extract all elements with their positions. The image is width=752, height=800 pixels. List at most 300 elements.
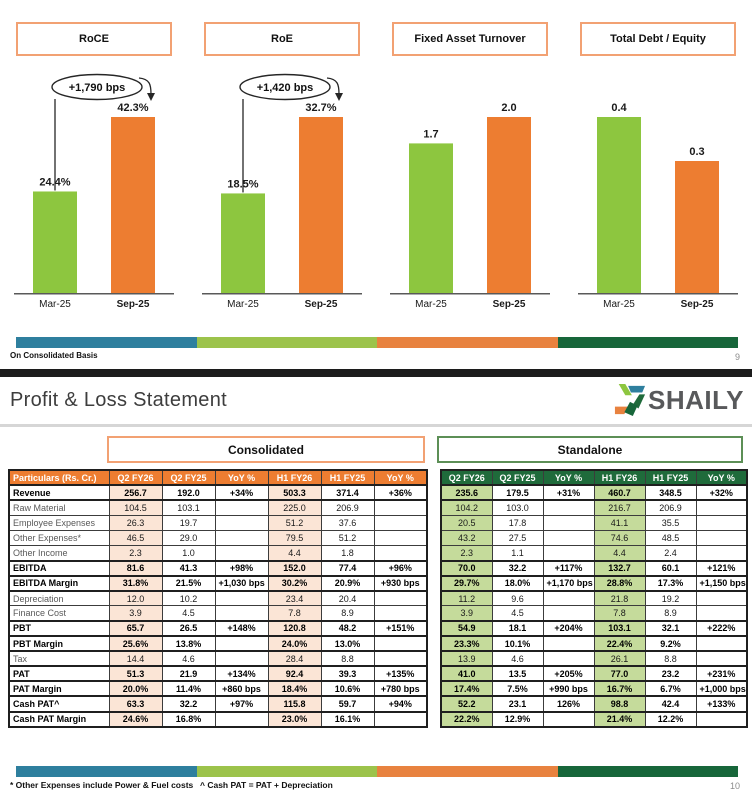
bar-value-label: 32.7% [305,102,337,114]
table-cell: 10.1% [492,636,543,651]
bar-chart-roce [0,68,188,312]
table-cell [374,500,427,515]
page-number: 10 [729,781,740,791]
table-cell: 29.7% [441,576,492,591]
column-header: H1 FY26 [268,470,321,485]
table-cell: 18.4% [268,681,321,696]
table-cell: +205% [543,666,594,681]
table-cell: 81.6 [109,561,162,576]
shaily-logo-icon [614,383,646,417]
footnote-other-expenses: * Other Expenses include Power & Fuel costs [10,780,194,790]
table-cell: +98% [215,561,268,576]
row-label: EBITDA Margin [9,576,109,591]
table-cell: +1,030 bps [215,576,268,591]
table-cell [543,636,594,651]
table-cell: 20.4 [321,591,374,606]
table-cell: 39.3 [321,666,374,681]
table-cell: 8.8 [321,651,374,666]
table-row [441,666,747,681]
table-cell [215,515,268,530]
table-row [441,545,747,560]
table-cell [543,545,594,560]
table-cell: 23.0% [268,712,321,727]
slide-separator-bar [0,369,752,377]
table-cell: 152.0 [268,561,321,576]
column-header: YoY % [215,470,268,485]
table-cell: 17.4% [441,681,492,696]
bar-value-label: 0.4 [611,102,627,114]
bar-value-label: 0.3 [689,146,705,158]
table-cell: 1.1 [492,545,543,560]
table-cell: 19.2 [645,591,696,606]
bar-charts-row [0,68,752,312]
table-cell [215,606,268,621]
table-cell [215,636,268,651]
table-cell: +780 bps [374,681,427,696]
table-row [441,576,747,591]
table-cell: 42.4 [645,696,696,711]
stripe-segment-green [197,766,378,777]
bar-value-label: 42.3% [117,102,149,114]
table-cell: 26.3 [109,515,162,530]
table-cell: +31% [543,485,594,500]
group-header-consolidated: Consolidated [107,436,425,463]
table-cell: +133% [696,696,747,711]
table-cell: 2.3 [109,545,162,560]
table-cell: 70.0 [441,561,492,576]
row-label: Tax [9,651,109,666]
table-cell [696,500,747,515]
table-cell: 60.1 [645,561,696,576]
table-header-row [9,470,427,485]
table-cell [543,651,594,666]
table-cell: 23.2 [645,666,696,681]
table-cell: +135% [374,666,427,681]
table-cell: 48.2 [321,621,374,636]
table-cell: 21.8 [594,591,645,606]
pnl-tables [8,469,748,728]
column-header: H1 FY26 [594,470,645,485]
table-cell [696,651,747,666]
table-cell: 29.0 [162,530,215,545]
column-header: H1 FY25 [321,470,374,485]
table-row [441,651,747,666]
table-cell: 22.4% [594,636,645,651]
slide-financial-ratios [0,0,752,369]
table-cell: 14.4 [109,651,162,666]
table-row [9,651,427,666]
table-cell: 26.1 [594,651,645,666]
table-cell: +117% [543,561,594,576]
table-cell [215,591,268,606]
table-cell: 24.6% [109,712,162,727]
metric-box-fixed-asset-turnover: Fixed Asset Turnover [392,22,548,56]
column-header: YoY % [696,470,747,485]
x-tick-label: Mar-25 [227,299,259,310]
table-cell: +860 bps [215,681,268,696]
table-cell: 31.8% [109,576,162,591]
row-label: Other Income [9,545,109,560]
table-cell: 7.8 [268,606,321,621]
bar-sep-25 [299,117,343,293]
table-cell [215,530,268,545]
table-cell: 92.4 [268,666,321,681]
table-cell: 20.5 [441,515,492,530]
table-cell: 225.0 [268,500,321,515]
table-cell: 77.0 [594,666,645,681]
table-header-row [441,470,747,485]
table-cell [374,636,427,651]
stripe-segment-teal [16,337,197,348]
table-cell: 21.9 [162,666,215,681]
table-cell: 52.2 [441,696,492,711]
table-cell: 4.5 [492,606,543,621]
table-cell: 1.0 [162,545,215,560]
table-cell: 51.3 [109,666,162,681]
row-label: PAT Margin [9,681,109,696]
table-row [9,576,427,591]
table-row [441,485,747,500]
table-cell: 10.6% [321,681,374,696]
table-cell [543,712,594,727]
annotation-arrowhead [335,93,343,101]
table-cell: 6.7% [645,681,696,696]
table-cell: +121% [696,561,747,576]
table-cell: 103.0 [492,500,543,515]
table-cell: 4.6 [492,651,543,666]
row-label: PBT [9,621,109,636]
table-cell: 23.3% [441,636,492,651]
table-cell: +97% [215,696,268,711]
group-header-standalone: Standalone [437,436,743,463]
table-row [9,606,427,621]
table-cell [215,712,268,727]
table-cell: 35.5 [645,515,696,530]
table-cell [543,530,594,545]
bar-chart-roe [188,68,376,312]
table-cell: +96% [374,561,427,576]
table-cell: 13.9 [441,651,492,666]
bar-mar-25 [33,191,77,293]
table-cell: 12.9% [492,712,543,727]
bar-mar-25 [221,193,265,293]
slide-footnote: On Consolidated Basis [10,351,98,360]
table-row [9,636,427,651]
table-cell [696,606,747,621]
table-cell: +930 bps [374,576,427,591]
annotation-label: +1,420 bps [256,82,314,94]
table-cell: 77.4 [321,561,374,576]
column-header-particulars: Particulars (Rs. Cr.) [9,470,109,485]
table-cell: 371.4 [321,485,374,500]
page-title: Profit & Loss Statement [10,389,227,411]
annotation-arrowhead [147,93,155,101]
table-cell: 21.5% [162,576,215,591]
table-cell: +34% [215,485,268,500]
table-cell: 17.8 [492,515,543,530]
table-cell [374,712,427,727]
row-label: Cash PAT Margin [9,712,109,727]
table-cell: 11.2 [441,591,492,606]
table-row [441,636,747,651]
table-cell [543,606,594,621]
metric-title-row [0,22,752,56]
table-cell: 503.3 [268,485,321,500]
table-cell: 216.7 [594,500,645,515]
table-cell [696,530,747,545]
table-cell: 23.4 [268,591,321,606]
table-cell: 206.9 [321,500,374,515]
table-row [441,500,747,515]
table-cell: 4.5 [162,606,215,621]
table-cell: 7.8 [594,606,645,621]
bar-chart-total-debt-equity [564,68,752,312]
row-label: Other Expenses* [9,530,109,545]
table-cell [374,515,427,530]
table-cell: 103.1 [162,500,215,515]
row-label: Revenue [9,485,109,500]
table-cell [696,712,747,727]
table-cell: 16.1% [321,712,374,727]
table-cell [215,651,268,666]
table-cell: 16.8% [162,712,215,727]
table-cell: 28.8% [594,576,645,591]
table-cell [374,606,427,621]
column-header: Q2 FY25 [162,470,215,485]
table-cell: +990 bps [543,681,594,696]
table-row [9,696,427,711]
table-cell: 104.2 [441,500,492,515]
table-cell: 51.2 [268,515,321,530]
table-cell: 13.5 [492,666,543,681]
table-cell [374,651,427,666]
table-row [9,561,427,576]
bar-sep-25 [111,117,155,293]
table-cell: +148% [215,621,268,636]
metric-box-roce: RoCE [16,22,172,56]
table-cell: +134% [215,666,268,681]
row-label: Employee Expenses [9,515,109,530]
table-cell: 115.8 [268,696,321,711]
column-header: Q2 FY25 [492,470,543,485]
table-cell [215,545,268,560]
table-cell: 8.8 [645,651,696,666]
table-cell: 48.5 [645,530,696,545]
table-cell: 59.7 [321,696,374,711]
table-cell: +151% [374,621,427,636]
table-cell [374,591,427,606]
table-row [441,515,747,530]
table-cell: 3.9 [109,606,162,621]
company-logo [614,383,744,417]
consolidated-table [8,469,428,728]
table-cell: 22.2% [441,712,492,727]
table-cell: 25.6% [109,636,162,651]
table-cell: 98.8 [594,696,645,711]
stripe-segment-teal [16,766,197,777]
table-cell: 28.4 [268,651,321,666]
logo-wordmark: SHAILY [648,384,744,415]
slide-profit-loss [0,377,752,800]
bar-value-label: 2.0 [501,102,517,114]
table-cell [696,636,747,651]
table-cell [374,530,427,545]
table-cell: 51.2 [321,530,374,545]
table-cell: 27.5 [492,530,543,545]
bar-chart-fixed-asset-turnover [376,68,564,312]
table-cell: +36% [374,485,427,500]
table-cell: 21.4% [594,712,645,727]
table-cell: 103.1 [594,621,645,636]
column-header: H1 FY25 [645,470,696,485]
table-row [441,561,747,576]
table-cell [374,545,427,560]
table-cell: 1.8 [321,545,374,560]
table-cell: 3.9 [441,606,492,621]
table-cell: 2.4 [645,545,696,560]
table-cell: 18.1 [492,621,543,636]
table-cell: 132.7 [594,561,645,576]
column-header: YoY % [543,470,594,485]
table-cell: 4.4 [268,545,321,560]
table-row [9,530,427,545]
table-cell: +231% [696,666,747,681]
table-cell: 11.4% [162,681,215,696]
x-tick-label: Sep-25 [680,299,714,310]
table-cell: 17.3% [645,576,696,591]
table-cell [543,500,594,515]
table-cell: 460.7 [594,485,645,500]
x-tick-label: Mar-25 [39,299,71,310]
table-cell: 104.5 [109,500,162,515]
table-row [9,681,427,696]
table-cell: 8.9 [321,606,374,621]
table-cell: 43.2 [441,530,492,545]
table-cell: 41.0 [441,666,492,681]
footnote-cash-pat: ^ Cash PAT = PAT + Depreciation [200,780,333,790]
page-number: 9 [734,352,740,362]
table-row [441,621,747,636]
bar-value-label: 24.4% [39,176,71,189]
table-cell: 126% [543,696,594,711]
table-cell: 235.6 [441,485,492,500]
table-cell: 20.0% [109,681,162,696]
table-cell: 4.6 [162,651,215,666]
table-cell: 7.5% [492,681,543,696]
table-row [441,681,747,696]
table-cell: 37.6 [321,515,374,530]
bar-sep-25 [487,117,531,293]
table-cell: 9.6 [492,591,543,606]
table-cell [215,500,268,515]
table-cell: 20.9% [321,576,374,591]
row-label: PAT [9,666,109,681]
row-label: EBITDA [9,561,109,576]
table-cell: 74.6 [594,530,645,545]
table-cell [696,545,747,560]
table-row [9,515,427,530]
row-label: Cash PAT^ [9,696,109,711]
column-header: Q2 FY26 [109,470,162,485]
row-label: Depreciation [9,591,109,606]
bar-value-label: 18.5% [227,178,259,191]
table-cell: 9.2% [645,636,696,651]
table-cell: 10.2 [162,591,215,606]
table-cell: +32% [696,485,747,500]
table-cell: 32.1 [645,621,696,636]
table-cell: 32.2 [492,561,543,576]
table-cell: 79.5 [268,530,321,545]
table-cell: +204% [543,621,594,636]
table-cell: 179.5 [492,485,543,500]
x-tick-label: Mar-25 [603,299,635,310]
table-cell: 24.0% [268,636,321,651]
table-cell [543,591,594,606]
x-tick-label: Mar-25 [415,299,447,310]
table-cell: 8.9 [645,606,696,621]
bar-mar-25 [597,117,641,293]
table-cell: 54.9 [441,621,492,636]
bar-sep-25 [675,161,719,293]
table-cell: 30.2% [268,576,321,591]
x-tick-label: Sep-25 [304,299,338,310]
table-cell: 12.0 [109,591,162,606]
table-cell: 63.3 [109,696,162,711]
table-row [441,606,747,621]
table-cell: 348.5 [645,485,696,500]
table-cell: 12.2% [645,712,696,727]
table-cell: 13.8% [162,636,215,651]
table-cell: 41.1 [594,515,645,530]
table-row [441,530,747,545]
table-row [9,621,427,636]
table-row [441,712,747,727]
row-label: PBT Margin [9,636,109,651]
column-header: Q2 FY26 [441,470,492,485]
row-label: Raw Material [9,500,109,515]
table-cell: 18.0% [492,576,543,591]
table-cell: 2.3 [441,545,492,560]
table-row [9,500,427,515]
table-cell: 32.2 [162,696,215,711]
stripe-segment-orange [377,337,558,348]
table-row [9,545,427,560]
table-cell: 65.7 [109,621,162,636]
table-cell: +1,150 bps [696,576,747,591]
metric-box-roe: RoE [204,22,360,56]
table-row [441,696,747,711]
table-cell: +1,000 bps [696,681,747,696]
table-row [9,712,427,727]
table-cell: 46.5 [109,530,162,545]
row-label: Finance Cost [9,606,109,621]
table-cell: 206.9 [645,500,696,515]
table-cell: +94% [374,696,427,711]
table-cell: +222% [696,621,747,636]
x-tick-label: Sep-25 [116,299,150,310]
table-row [9,591,427,606]
column-header: YoY % [374,470,427,485]
table-row [9,485,427,500]
bar-value-label: 1.7 [423,128,439,141]
accent-stripe [16,766,738,777]
table-cell: 192.0 [162,485,215,500]
table-cell: 19.7 [162,515,215,530]
table-row [9,666,427,681]
table-row [441,591,747,606]
bar-mar-25 [409,143,453,293]
title-divider [0,424,752,427]
